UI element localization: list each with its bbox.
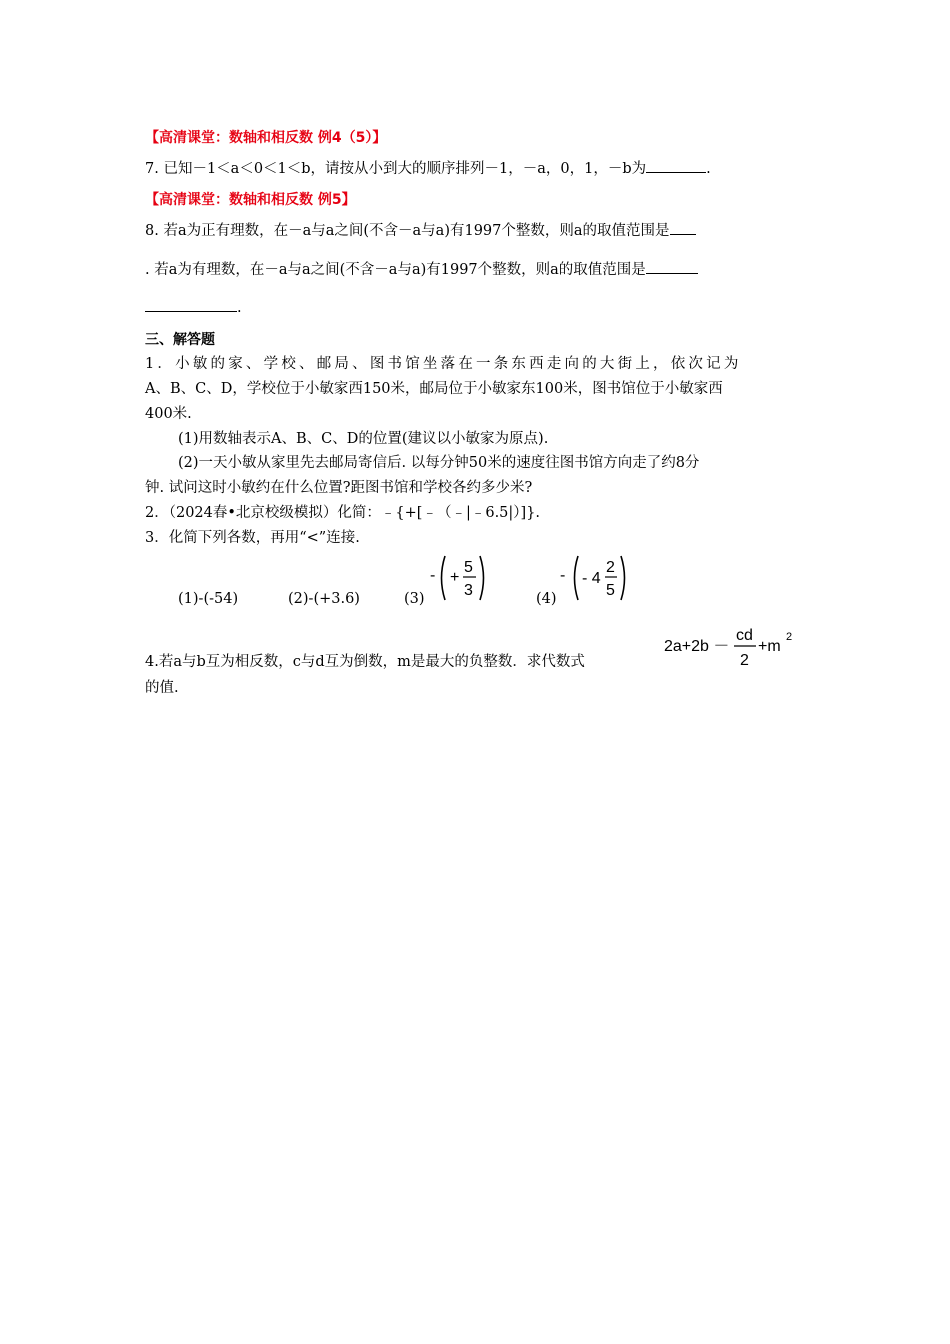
expression-exponent: 2	[786, 631, 793, 643]
section-heading-example-5: 【高清课堂：数轴和相反数 例5】	[145, 192, 356, 208]
question-8-text-2: . 若a为有理数，在－a与a之间(不含－a与a)有1997个整数，则a的取值范围是	[145, 262, 646, 278]
inner-sign: +	[450, 569, 460, 586]
answer-blank[interactable]	[145, 297, 237, 312]
problem-3-item-4: (4)	[536, 591, 557, 607]
numerator: 5	[464, 559, 473, 576]
problem-3-item-2: (2)-(+3.6)	[288, 591, 360, 607]
answer-blank[interactable]	[646, 158, 706, 173]
question-7-end: .	[706, 161, 711, 177]
section-title-answers: 三、解答题	[145, 332, 215, 348]
fraction-expression-3	[428, 552, 490, 604]
expression-left: 2a+2b －	[664, 638, 730, 655]
problem-1-line-3: 400米.	[145, 406, 192, 422]
fraction-expression-4	[558, 552, 630, 604]
question-7	[145, 158, 711, 179]
expression-numerator: cd	[736, 627, 753, 644]
question-8-line-2	[145, 259, 698, 280]
expression-right: +m	[758, 638, 781, 655]
answer-blank[interactable]	[646, 259, 698, 274]
denominator: 5	[606, 582, 615, 599]
problem-1-line-1	[145, 354, 805, 374]
expression-denominator: 2	[740, 652, 749, 669]
problem-3-title: 3．化简下列各数，再用“<”连接.	[145, 530, 360, 546]
right-paren	[621, 556, 625, 600]
problem-1-sub-1: (1)用数轴表示A、B、C、D的位置(建议以小敏家为原点).	[178, 431, 549, 447]
left-paren	[575, 556, 579, 600]
problem-3-item-1: (1)-(-54)	[178, 591, 239, 607]
problem-3-item-3: (3)	[404, 591, 425, 607]
numerator: 2	[606, 559, 615, 576]
section-heading-example-4: 【高清课堂：数轴和相反数 例4（5）】	[145, 130, 387, 146]
question-8-text-1: 8. 若a为正有理数，在－a与a之间(不含－a与a)有1997个整数，则a的取值范围是	[145, 223, 670, 239]
sign: -	[560, 567, 566, 584]
question-8-line-1	[145, 220, 696, 241]
question-8-line-3	[145, 297, 242, 318]
problem-1-line-2: A、B、C、D，学校位于小敏家西150米，邮局位于小敏家东100米，图书馆位于小敏家西	[145, 381, 723, 397]
answer-blank[interactable]	[670, 220, 696, 235]
problem-1-sub-2a: (2)一天小敏从家里先去邮局寄信后. 以每分钟50米的速度往图书馆方向走了约8分	[178, 455, 700, 471]
question-7-text: 7. 已知－1＜a＜0＜1＜b，请按从小到大的顺序排列－1，－a，0，1，－b为	[145, 161, 647, 177]
left-paren	[442, 556, 446, 600]
denominator: 3	[464, 582, 473, 599]
problem-1-text-1: 1．小敏的家、学校、邮局、图书馆坐落在一条东西走向的大街上，依次记为	[145, 356, 742, 372]
question-8-end: .	[237, 300, 242, 316]
problem-1-sub-2b: 钟. 试问这时小敏约在什么位置?距图书馆和学校各约多少米?	[145, 480, 533, 496]
sign: -	[430, 567, 436, 584]
problem-2: 2．（2024春•北京校级模拟）化简：﹣{+[﹣（﹣|﹣6.5|）]}.	[145, 505, 541, 521]
problem-4-line-2: 的值.	[145, 680, 179, 696]
mixed-whole: - 4	[582, 570, 601, 587]
algebraic-expression	[664, 622, 810, 672]
right-paren	[480, 556, 484, 600]
problem-4-text: 4.若a与b互为相反数，c与d互为倒数，m是最大的负整数．求代数式	[145, 654, 585, 670]
